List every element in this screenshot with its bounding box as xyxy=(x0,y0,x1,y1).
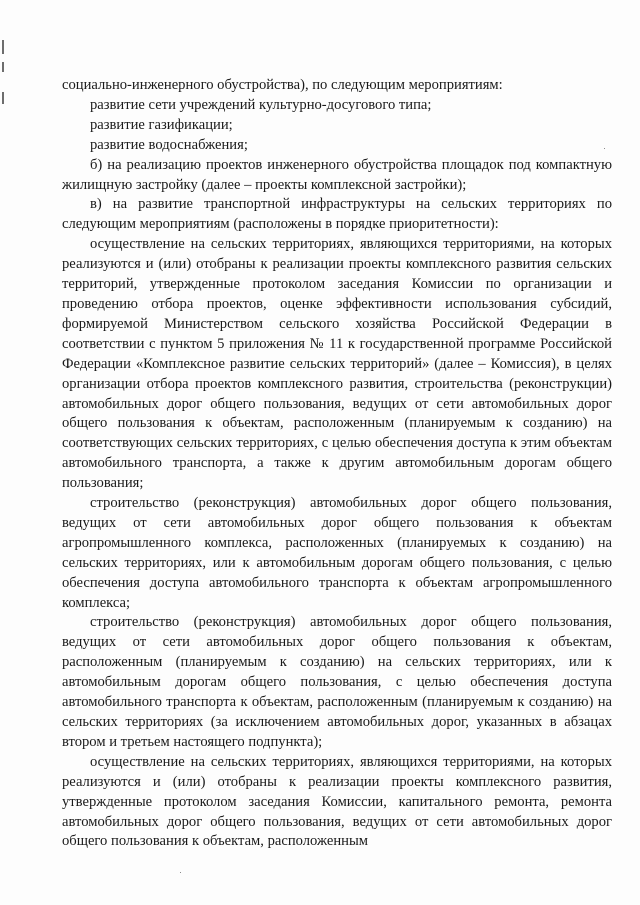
paragraph: развитие водоснабжения; xyxy=(90,136,248,153)
paragraph: строительство (реконструкция) автомобильных дорог общего пользования, ведущих от сети автомобильных дорог общего пользования к объектам, расположенным (планируемым к созданию) на сельских территориях, или к автомобильным дорогам общего пользования, с целью обеспечения доступа автомобильного транспорта к объектам, расположенным (планируемым к созданию) на сельских территориях (за исключением автомобильных дорог, указанных в абзацах втором и третьем настоящего подпункта); xyxy=(62,614,612,750)
scan-edge-mark xyxy=(2,40,4,54)
paragraph: строительство (реконструкция) автомобильных дорог общего пользования, ведущих от сети автомобильных дорог общего пользования к объектам агропромышленного комплекса, расположенных (планируемых к созданию) на сельских территориях, или к автомобильным дорогам общего пользования, с целью обеспечения доступа автомобильного транспорта к объектам агропромышленного комплекса; xyxy=(62,495,612,611)
scan-speck xyxy=(180,872,181,873)
paragraph: осуществление на сельских территориях, являющихся территориями, на которых реализуются и (или) отобраны к реализации проекты комплексного развития сельских территорий, утвержденные протоколом заседания Комиссии по организации и проведению отбора проектов, оценке эффективности использования субсидий, формируемой Министерством сельского хозяйства Российской Федерации в соответствии с пунктом 5 приложения № 11 к государственной программе Российской Федерации «Комплексное развитие сельских территорий» (далее – Комиссия), в целях организации отбора проектов комплексного развития, строительства (реконструкции) автомобильных дорог общего пользования, ведущих от сети автомобильных дорог общего пользования к объектам, расположенным (планируемым к созданию) на соответствующих сельских территориях, с целью обеспечения доступа к этим объектам автомобильного транспорта, а также к другим автомобильным дорогам общего пользования; xyxy=(62,236,612,492)
paragraph: развитие газификации; xyxy=(90,116,233,133)
paragraph: осуществление на сельских территориях, являющихся территориями, на которых реализуются и (или) отобраны к реализации проекты комплексного развития, утвержденные протоколом заседания Комиссии, капитального ремонта, ремонта автомобильных дорог общего пользования, ведущих от сети автомобильных дорог общего пользования к объектам, расположенным xyxy=(62,753,612,850)
scan-edge-mark xyxy=(2,62,4,72)
document-body xyxy=(62,76,612,852)
paragraph: развитие сети учреждений культурно-досугового типа; xyxy=(90,96,432,113)
scan-edge-mark xyxy=(2,92,4,104)
paragraph: социально-инженерного обустройства), по следующим мероприятиям: xyxy=(62,77,503,93)
paragraph: в) на развитие транспортной инфраструктуры на сельских территориях по следующим мероприятиям (расположены в порядке приоритетности): xyxy=(62,196,612,233)
paragraph: б) на реализацию проектов инженерного обустройства площадок под компактную жилищную застройку (далее – проекты комплексной застройки); xyxy=(62,156,612,193)
